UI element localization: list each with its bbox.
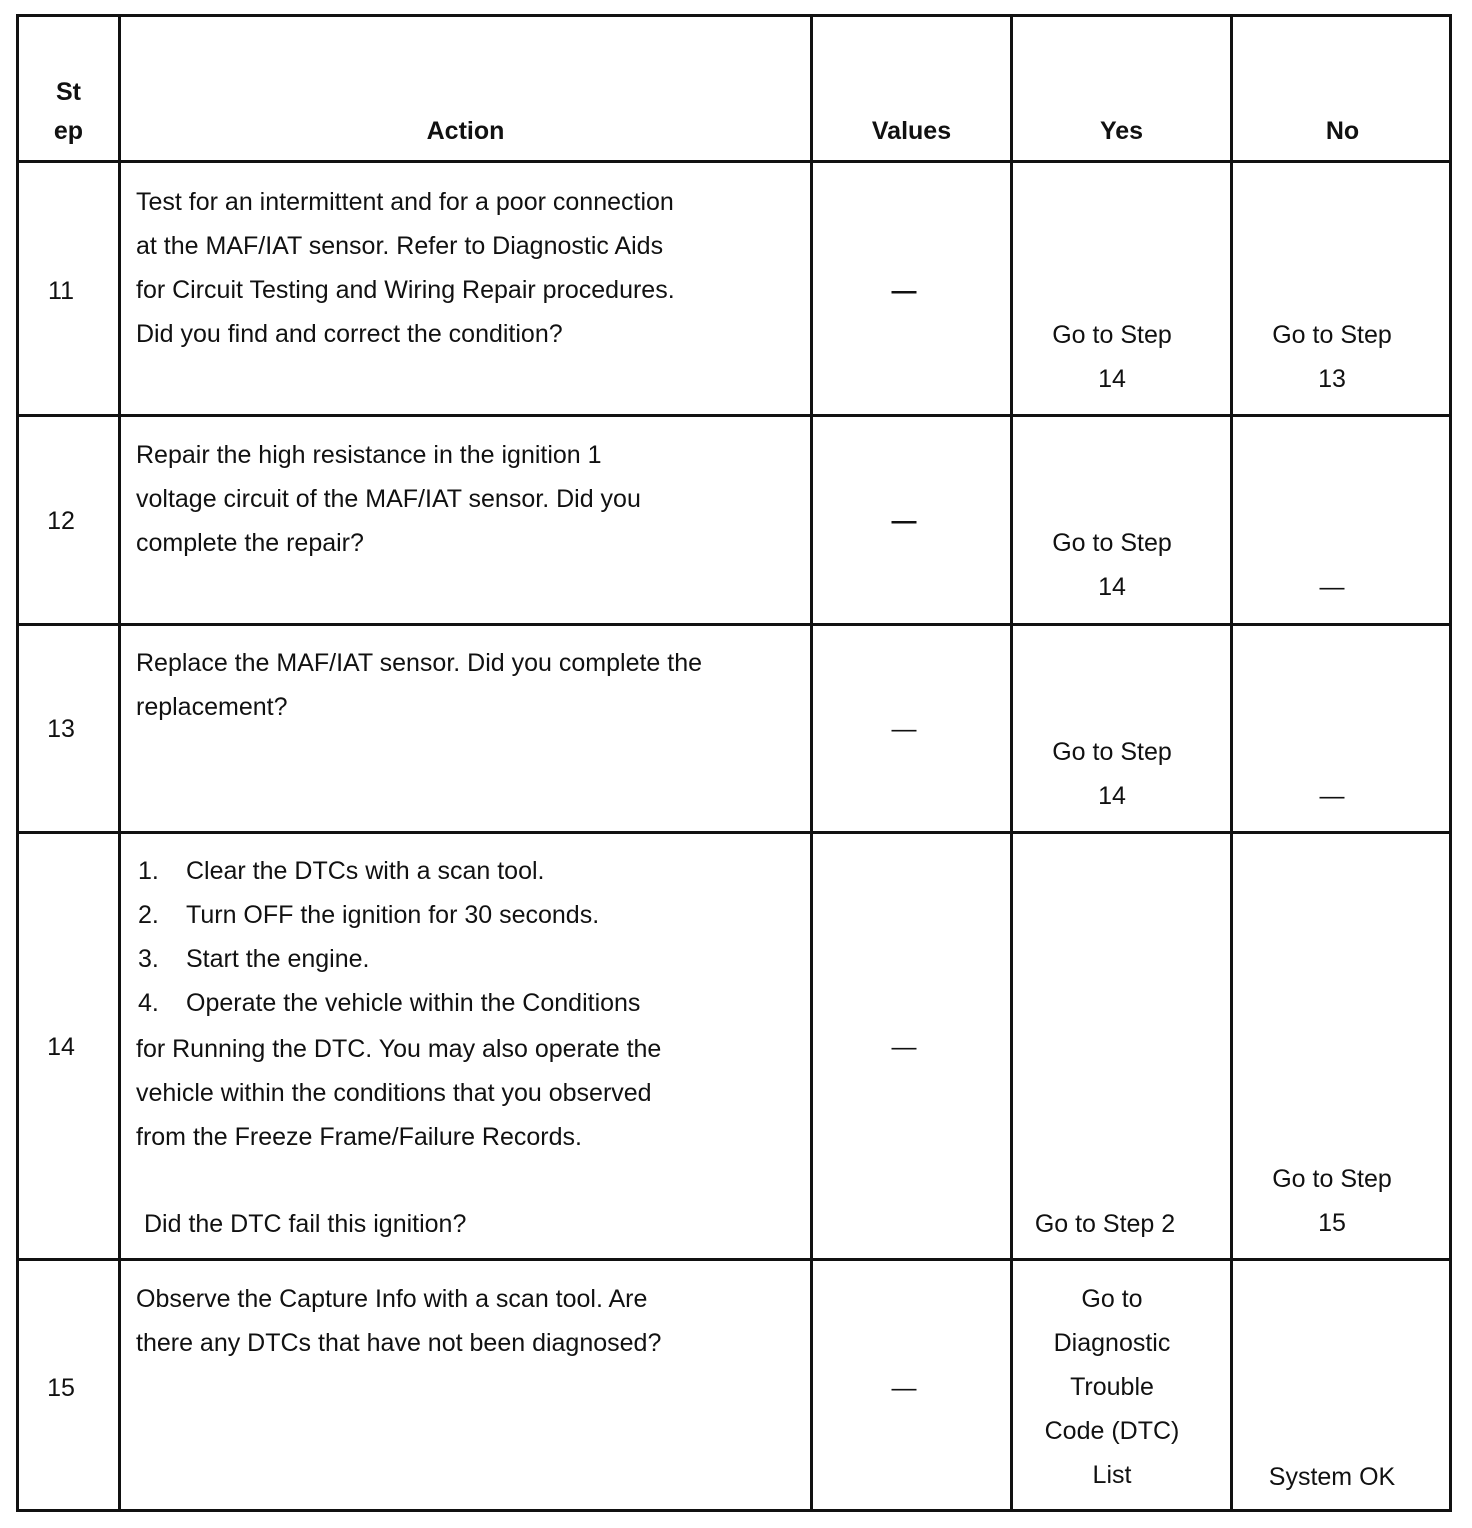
action-line: Did you find and correct the condition? bbox=[136, 320, 563, 348]
yes-line: Go to bbox=[1081, 1285, 1143, 1313]
yes-link[interactable] bbox=[1013, 730, 1211, 818]
row-divider bbox=[19, 160, 1449, 163]
step-number: 11 bbox=[48, 277, 74, 305]
yes-line: Code (DTC) bbox=[1044, 1417, 1180, 1445]
action-text bbox=[136, 433, 641, 565]
list-item bbox=[138, 981, 640, 1025]
action-line: Test for an intermittent and for a poor connection bbox=[136, 188, 674, 216]
yes-line: 14 bbox=[1098, 782, 1126, 810]
list-text: Turn OFF the ignition for 30 seconds. bbox=[186, 901, 600, 929]
values-dash: — bbox=[891, 1374, 917, 1402]
header-step-line: St bbox=[56, 78, 81, 106]
action-line: for Running the DTC. You may also operate the bbox=[136, 1035, 662, 1063]
list-text: Start the engine. bbox=[186, 945, 370, 973]
action-line: at the MAF/IAT sensor. Refer to Diagnostic Aids bbox=[136, 232, 664, 260]
yes-line: Go to Step bbox=[1052, 529, 1172, 557]
action-text bbox=[136, 1277, 661, 1365]
no-dash: — bbox=[1319, 782, 1345, 810]
action-list bbox=[138, 849, 640, 1025]
yes-line: 14 bbox=[1098, 573, 1126, 601]
header-values: Values bbox=[871, 117, 952, 145]
list-text: Operate the vehicle within the Conditions bbox=[186, 989, 641, 1017]
list-item bbox=[138, 849, 640, 893]
action-question: Did the DTC fail this ignition? bbox=[144, 1210, 467, 1238]
step-number: 13 bbox=[47, 715, 75, 743]
values-dash: — bbox=[891, 277, 917, 305]
action-line: replacement? bbox=[136, 693, 288, 721]
action-line: for Circuit Testing and Wiring Repair procedures. bbox=[136, 276, 675, 304]
header-step bbox=[19, 73, 118, 151]
yes-link[interactable] bbox=[1013, 1277, 1211, 1497]
list-number: 1. bbox=[138, 857, 159, 885]
yes-line: Diagnostic bbox=[1053, 1329, 1171, 1357]
row-divider bbox=[19, 414, 1449, 417]
column-divider bbox=[1230, 17, 1233, 1509]
action-line: voltage circuit of the MAF/IAT sensor. Did you bbox=[136, 485, 641, 513]
no-line: Go to Step bbox=[1272, 1165, 1392, 1193]
action-line: Replace the MAF/IAT sensor. Did you complete the bbox=[136, 649, 703, 677]
values-dash: — bbox=[891, 1033, 917, 1061]
row-divider bbox=[19, 831, 1449, 834]
header-step-line: ep bbox=[53, 117, 84, 145]
no-result: System OK bbox=[1268, 1463, 1396, 1491]
yes-link[interactable] bbox=[1013, 313, 1211, 401]
action-line: from the Freeze Frame/Failure Records. bbox=[136, 1123, 582, 1151]
no-link[interactable] bbox=[1233, 313, 1431, 401]
header-action: Action bbox=[426, 117, 505, 145]
action-line: there any DTCs that have not been diagnosed? bbox=[136, 1329, 662, 1357]
values-dash: — bbox=[891, 507, 917, 535]
row-divider bbox=[19, 1258, 1449, 1261]
step-number: 12 bbox=[47, 507, 75, 535]
header-yes: Yes bbox=[1099, 117, 1144, 145]
yes-line: 14 bbox=[1098, 365, 1126, 393]
header-no: No bbox=[1325, 117, 1360, 145]
no-line: 15 bbox=[1318, 1209, 1346, 1237]
action-line: Repair the high resistance in the ignition 1 bbox=[136, 441, 602, 469]
yes-line: List bbox=[1092, 1461, 1132, 1489]
list-number: 3. bbox=[138, 945, 159, 973]
no-line: Go to Step bbox=[1272, 321, 1392, 349]
action-text bbox=[136, 180, 675, 356]
action-line: complete the repair? bbox=[136, 529, 364, 557]
no-line: 13 bbox=[1318, 365, 1346, 393]
action-line: Observe the Capture Info with a scan tool. Are bbox=[136, 1285, 648, 1313]
no-link[interactable] bbox=[1233, 1157, 1431, 1245]
step-number: 14 bbox=[47, 1033, 75, 1061]
list-text: Clear the DTCs with a scan tool. bbox=[186, 857, 545, 885]
yes-line: Trouble bbox=[1070, 1373, 1154, 1401]
yes-link[interactable]: Go to Step 2 bbox=[1034, 1210, 1176, 1238]
step-number: 15 bbox=[47, 1374, 75, 1402]
diagnostic-table bbox=[16, 14, 1452, 1512]
list-item bbox=[138, 937, 640, 981]
list-item bbox=[138, 893, 640, 937]
column-divider bbox=[810, 17, 813, 1509]
row-divider bbox=[19, 623, 1449, 626]
action-text bbox=[136, 1027, 661, 1159]
action-line: vehicle within the conditions that you observed bbox=[136, 1079, 652, 1107]
list-number: 4. bbox=[138, 989, 159, 1017]
yes-link[interactable] bbox=[1013, 521, 1211, 609]
values-dash: — bbox=[891, 715, 917, 743]
list-number: 2. bbox=[138, 901, 159, 929]
column-divider bbox=[118, 17, 121, 1509]
no-dash: — bbox=[1319, 573, 1345, 601]
yes-line: Go to Step bbox=[1052, 321, 1172, 349]
yes-line: Go to Step bbox=[1052, 738, 1172, 766]
action-text bbox=[136, 641, 702, 729]
